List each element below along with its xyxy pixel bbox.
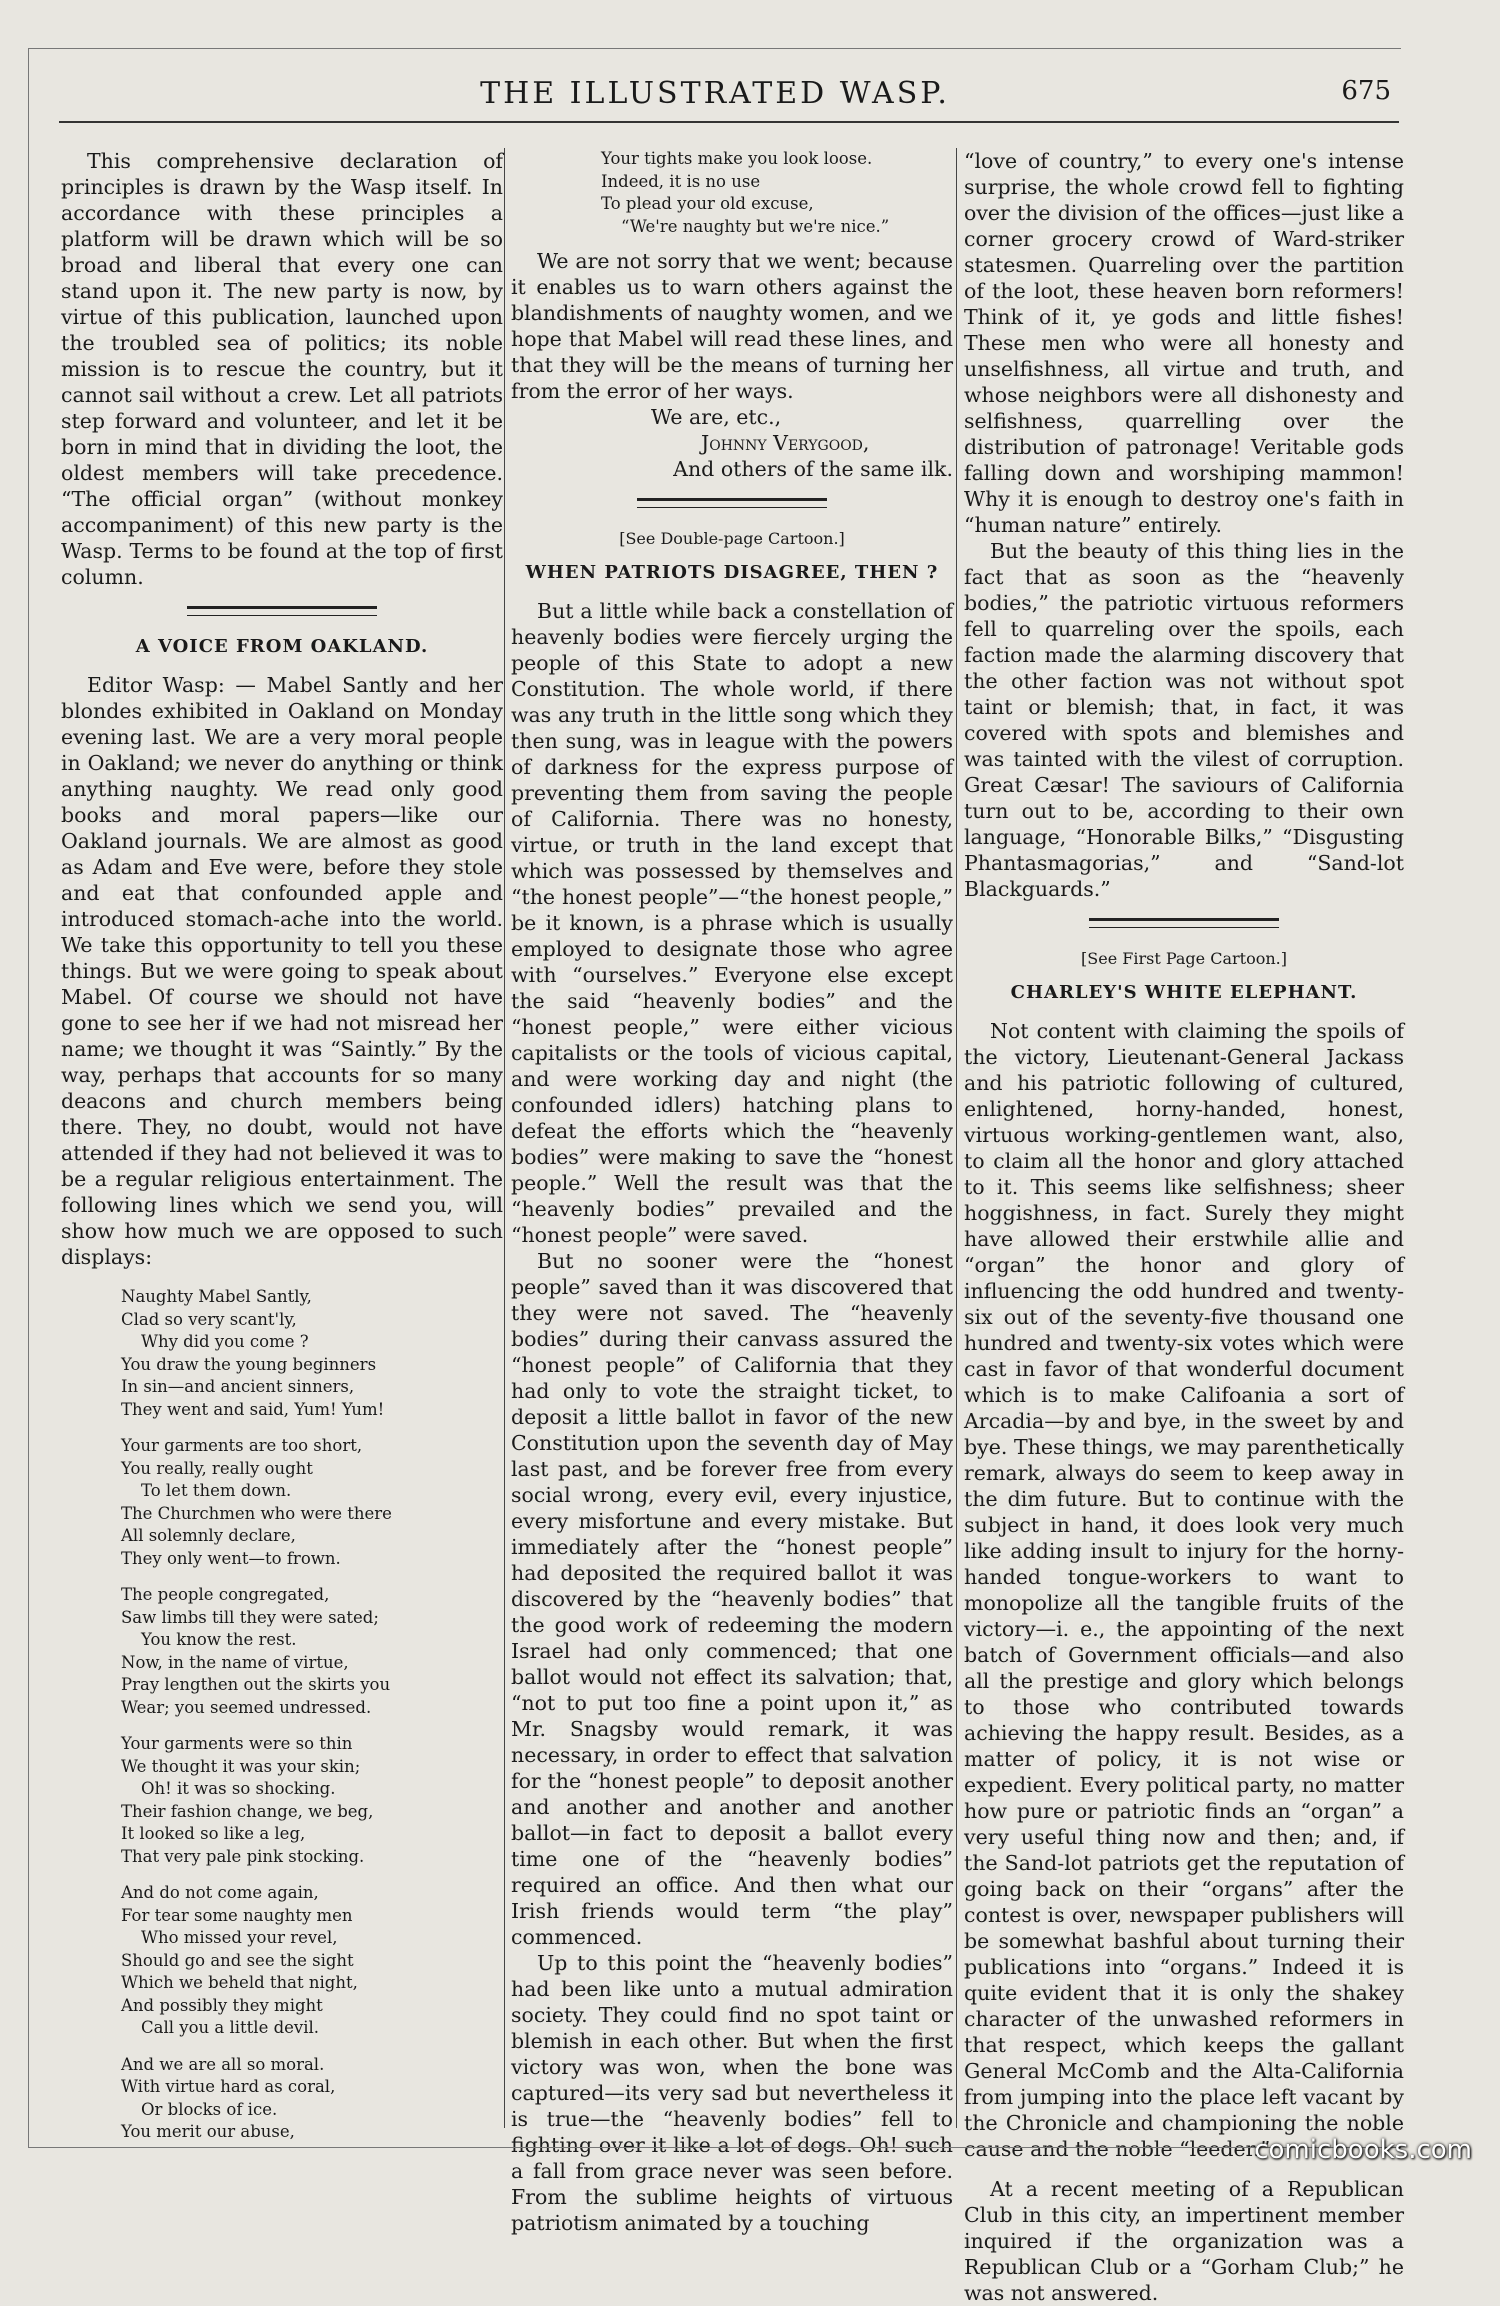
poem-line: You draw the young beginners	[121, 1354, 377, 1374]
poem	[121, 1286, 503, 2144]
cartoon-reference: [See Double-page Cartoon.]	[619, 529, 845, 548]
poem-line: Why did you come ?	[141, 1332, 309, 1351]
top-rule	[29, 48, 1401, 49]
paragraph: Not content with claiming the spoils of the victory, Lieutenant-General Jackass and his patriotic following of cultured, enlightened, horny-handed, honest, virtuous working-gentlemen want, also, to claim all the honor and glory attached to it. This seems like selfishness; sheer hoggishness, in fact. Surely they might have allowed their erstwhile allie and “organ” the honor and glory of influencing the odd hundred and twenty-six out of the seventy-five thousand one hundred and twenty-six votes which were cast in favor of that wonderful document which is to make Califoania a sort of Arcadia—by and bye, in the sweet by and bye. These things, we may parenthetically remark, always do seem to keep away in the dim future. But to continue with the subject in hand, it does look very much like adding insult to injury for the horny-handed tongue-workers to want to monopolize all the tangible fruits of the victory—i. e., the appointing of the next batch of Government officials—and also all the prestige and glory which belongs to those who contributed towards achieving the happy result. Besides, as a matter of policy, it is not wise or expedient. Every political party, no matter how pure or patriotic finds an “organ” a very useful thing now and then; and, if the Sand-lot patriots get the reputation of going back on their “organs” after the contest is over, newspaper publishers will be somewhat bashful about turning their publications into “organs.” Indeed it is quite evident that it is only the shakey character of the unwashed reformers in that respect, which keeps the gallant General McComb and the Alta-California from jumping into the place left vacant by the Chronicle and championing the noble cause and the noble “leeder.”	[964, 1019, 1404, 2161]
bottom-rule	[29, 2147, 1401, 2148]
publication-title: THE ILLUSTRATED WASP.	[480, 76, 950, 111]
watermark: comicbooks.com	[1254, 2135, 1472, 2165]
poem-stanza	[121, 1286, 503, 1421]
poem-stanza	[121, 1882, 503, 2040]
poem-line: To let them down.	[141, 1481, 292, 1500]
masthead	[29, 68, 1401, 118]
signature-line: And others of the same ilk.	[673, 457, 953, 481]
poem-stanza	[121, 2054, 503, 2144]
poem-line: All solemnly declare,	[121, 1526, 296, 1545]
poem-line: Should go and see the sight	[121, 1950, 354, 1970]
poem-line: You know the rest.	[141, 1630, 297, 1649]
poem-line: We thought it was your skin;	[121, 1756, 361, 1776]
paragraph: But no sooner were the “honest people” saved than it was discovered that they were not saved. The “heavenly bodies” during their canvass assured the “honest people” of California that they had only to vote the straight ticket, to deposit a little ballot in favor of the new Constitution upon the seventh day of May last past, and be forever free from every social wrong, every evil, every injustice, every misfortune and every mistake. But immediately after the “honest people” had deposited the required ballot it was discovered by the “heavenly bodies” that the good work of redeeming the modern Israel had only commenced; that one ballot would not effect its salvation; that, “not to put too fine a point upon it,” as Mr. Snagsby would remark, it was necessary, in order to effect that salvation for the “honest people” to deposit another and another and another and another ballot—in fact to deposit a ballot every time one of the “heavenly bodies” required an office. And then what our Irish friends would term “the play” commenced.	[511, 1249, 953, 1949]
paragraph: Up to this point the “heavenly bodies” had been like unto a mutual admiration society. They could find no spot taint or blemish in each other. But when the first victory was won, when the bone was captured—its very sad but nevertheless it is true—the “heavenly bodies” fell to fighting over it like a lot of dogs. Oh! such a fall from grace never was seen before. From the sublime heights of virtuous patriotism animated by a touching	[511, 1951, 953, 2235]
header-rule	[59, 121, 1399, 123]
section-divider	[1089, 918, 1279, 928]
column-2	[511, 148, 953, 2235]
paragraph: We are not sorry that we went; because it enables us to warn others against the blandishments of naughty women, and we hope that Mabel will read these lines, and that they will be the means of turning her from the error of her ways.	[511, 249, 953, 403]
poem-line: In sin—and ancient sinners,	[121, 1377, 355, 1396]
poem-line: And do not come again,	[121, 1883, 319, 1902]
poem-line: And we are all so moral.	[121, 2054, 325, 2074]
article-title: WHEN PATRIOTS DISAGREE, THEN ?	[525, 562, 939, 583]
poem-line: To plead your old excuse,	[601, 194, 814, 213]
column-divider-1	[504, 148, 505, 2128]
poem-line: Your garments are too short,	[121, 1436, 363, 1455]
column-1	[61, 148, 503, 2141]
poem-line: That very pale pink stocking.	[121, 1846, 365, 1866]
poem-line: Clad so very scant'ly,	[121, 1309, 297, 1329]
paragraph: “love of country,” to every one's intense surprise, the whole crowd fell to fighting over the division of the offices—just like a corner grocery crowd of Ward-striker statesmen. Quarreling over the partition of the loot, these heaven born reformers! Think of it, ye gods and little fishes! These men who were all honesty and unselfishness, all virtue and truth, and whose neighbors were all dishonesty and selfishness, quarrelling over the distribution of patronage! Veritable gods falling down and worshiping mammon! Why it is enough to destroy one's faith in “human nature” entirely.	[964, 149, 1404, 537]
signature-name: Johnny Verygood,	[701, 431, 870, 455]
poem-line: With virtue hard as coral,	[121, 2077, 336, 2096]
poem-line: They only went—to frown.	[121, 1548, 341, 1568]
signature-line: We are, etc.,	[651, 405, 782, 429]
column-divider-2	[956, 148, 957, 2128]
cartoon-reference: [See First Page Cartoon.]	[1081, 949, 1287, 968]
poem-line: Pray lengthen out the skirts you	[121, 1675, 391, 1694]
article-title: CHARLEY'S WHITE ELEPHANT.	[1010, 982, 1358, 1003]
poem-line: And possibly they might	[121, 1995, 323, 2015]
paragraph: But a little while back a constellation of heavenly bodies were fiercely urging the people of this State to adopt a new Constitution. The whole world, if there was any truth in the little song which they then sung, was in league with the powers of darkness for the express purpose of preventing them from saving the people of California. There was no honesty, virtue, or truth in the land except that which was possessed by themselves and “the honest people”—“the honest people,” be it known, is a phrase which is usually employed to designate those who agree with “ourselves.” Everyone else except the said “heavenly bodies” and the “honest people,” were either vicious capitalists or the tools of vicious capital, and were working day and night (the confounded idlers) hatching plans to defeat the efforts which the “heavenly bodies” were making to save the “honest people.” Well the result was that the “heavenly bodies” prevailed and the “honest people” were saved.	[511, 599, 953, 1247]
poem-line: The Churchmen who were there	[121, 1503, 392, 1523]
poem-line: Which we beheld that night,	[121, 1973, 358, 1992]
poem-line: Your tights make you look loose.	[601, 149, 873, 168]
page-number: 675	[1341, 76, 1391, 106]
poem-stanza	[121, 1435, 503, 1570]
poem-line: Saw limbs till they were sated;	[121, 1607, 379, 1627]
poem-stanza	[121, 1733, 503, 1868]
poem-line: For tear some naughty men	[121, 1905, 353, 1925]
paragraph: Editor Wasp: — Mabel Santly and her blondes exhibited in Oakland on Monday evening last. We are a very moral people in Oakland; we never do anything or think anything naughty. We read only good books and moral papers—like our Oakland journals. We are almost as good as Adam and Eve were, before they stole and eat that confounded apple and introduced stomach-ache into the world. We take this opportunity to tell you these things. But we were going to speak about Mabel. Of course we should not have gone to see her if we had not misread her name; we thought it was “Saintly.” By the way, perhaps that accounts for so many deacons and church members being there. They, no doubt, would not have attended if they had not believed it was to be a regular religious entertainment. The following lines which we send you, will show how much we are opposed to such displays:	[61, 673, 503, 1269]
poem-line: Oh! it was so shocking.	[141, 1779, 336, 1798]
section-divider	[187, 606, 377, 616]
poem-line: Your garments were so thin	[121, 1734, 353, 1753]
poem-line: Indeed, it is no use	[601, 171, 761, 191]
poem-line: Or blocks of ice.	[141, 2099, 278, 2119]
poem-stanza	[121, 1584, 503, 1719]
poem-line: The people congregated,	[121, 1585, 330, 1604]
poem-line: Who missed your revel,	[141, 1928, 338, 1947]
paragraph: This comprehensive declaration of principles is drawn by the Wasp itself. In accordance with these principles a platform will be drawn which will be so broad and liberal that every one can stand upon it. The new party is now, by virtue of this publication, launched upon the troubled sea of politics; its noble mission is to rescue the country, but it cannot sail without a crew. Let all patriots step forward and volunteer, and let it be born in mind that in dividing the loot, the oldest members will take precedence. “The official organ” (without monkey accompaniment) of this new party is the Wasp. Terms to be found at the top of first column.	[61, 149, 503, 589]
section-divider	[637, 498, 827, 508]
article-title: A VOICE FROM OAKLAND.	[135, 636, 429, 657]
poem-line: “We're naughty but we're nice.”	[621, 216, 890, 236]
poem-line: You really, really ought	[121, 1458, 313, 1478]
poem-line: Call you a little devil.	[141, 2018, 320, 2037]
poem-line: Naughty Mabel Santly,	[121, 1287, 312, 1306]
poem-line: Wear; you seemed undressed.	[121, 1697, 372, 1717]
poem-line: You merit our abuse,	[121, 2122, 295, 2141]
poem-line: Their fashion change, we beg,	[121, 1801, 374, 1821]
spacer	[964, 2162, 1154, 2176]
poem-continued	[601, 148, 953, 238]
poem-line: They went and said, Yum! Yum!	[121, 1399, 385, 1419]
paragraph: But the beauty of this thing lies in the fact that as soon as the “heavenly bodies,” the patriotic virtuous reformers fell to quarreling over the spoils, each faction made the alarming discovery that the other faction was not without spot taint or blemish; that, in fact, it was covered with spots and blemishes and was tainted with the vilest of corruption. Great Cæsar! The saviours of California turn out to be, according to their own language, “Honorable Bilks,” “Disgusting Phantasmagorias,” and “Sand-lot Blackguards.”	[964, 539, 1404, 901]
poem-line: Now, in the name of virtue,	[121, 1652, 349, 1672]
poem-line: It looked so like a leg,	[121, 1824, 306, 1843]
paragraph: At a recent meeting of a Republican Club in this city, an impertinent member inquired if the organization was a Republican Club or a “Gorham Club;” he was not answered.	[964, 2177, 1404, 2305]
